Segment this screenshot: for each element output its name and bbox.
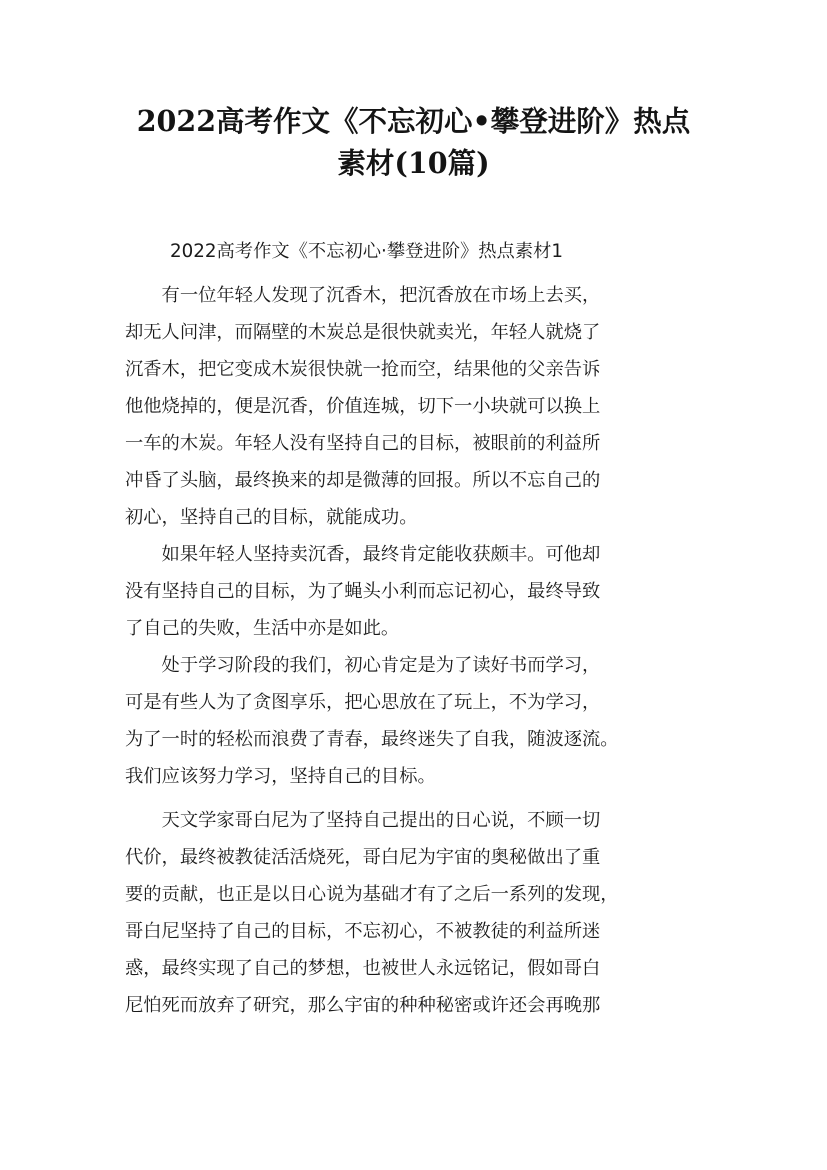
paragraph-line: 天文学家哥白尼为了坚持自己提出的日心说，不顾一切: [125, 810, 601, 831]
paragraph-line: 却无人问津，而隔壁的木炭总是很快就卖光，年轻人就烧了: [125, 322, 601, 343]
paragraph-line: 有一位年轻人发现了沉香木，把沉香放在市场上去买，: [125, 285, 601, 306]
paragraph-line: 处于学习阶段的我们，初心肯定是为了读好书而学习，: [125, 655, 601, 676]
paragraph-line: 尼怕死而放弃了研究，那么宇宙的种种秘密或许还会再晚那: [125, 995, 601, 1016]
paragraph-line: 了自己的失败，生活中亦是如此。: [125, 618, 400, 639]
paragraph-line: 可是有些人为了贪图享乐，把心思放在了玩上，不为学习，: [125, 692, 601, 713]
paragraph-line: 没有坚持自己的目标，为了蝇头小利而忘记初心，最终导致: [125, 581, 601, 602]
paragraph-line: 他他烧掉的，便是沉香，价值连城，切下一小块就可以换上: [125, 396, 601, 417]
paragraph-line: 哥白尼坚持了自己的目标，不忘初心，不被教徒的利益所迷: [125, 921, 601, 942]
paragraph-line: 为了一时的轻松而浪费了青春，最终迷失了自我，随波逐流。: [125, 729, 619, 750]
paragraph-line: 惑，最终实现了自己的梦想，也被世人永远铭记，假如哥白: [125, 958, 601, 979]
paragraph-line: 一车的木炭。年轻人没有坚持自己的目标，被眼前的利益所: [125, 433, 601, 454]
paragraph-line: 初心，坚持自己的目标，就能成功。: [125, 507, 418, 528]
paragraph-line: 我们应该努力学习，坚持自己的目标。: [125, 766, 436, 787]
paragraph-line: 沉香木，把它变成木炭很快就一抢而空，结果他的父亲告诉: [125, 359, 601, 380]
document-title-line-1: 2022高考作文《不忘初心•攀登进阶》热点: [136, 104, 691, 138]
paragraph-line: 冲昏了头脑，最终换来的却是微薄的回报。所以不忘自己的: [125, 470, 601, 491]
paragraph-line: 代价，最终被教徒活活烧死，哥白尼为宇宙的奥秘做出了重: [125, 847, 601, 868]
paragraph-line: 如果年轻人坚持卖沉香，最终肯定能收获颇丰。可他却: [125, 544, 601, 565]
paragraph-line: 要的贡献，也正是以日心说为基础才有了之后一系列的发现，: [125, 884, 619, 905]
document-title-line-2: 素材(10篇): [337, 146, 490, 180]
section-subtitle: 2022高考作文《不忘初心·攀登进阶》热点素材1: [170, 241, 564, 262]
